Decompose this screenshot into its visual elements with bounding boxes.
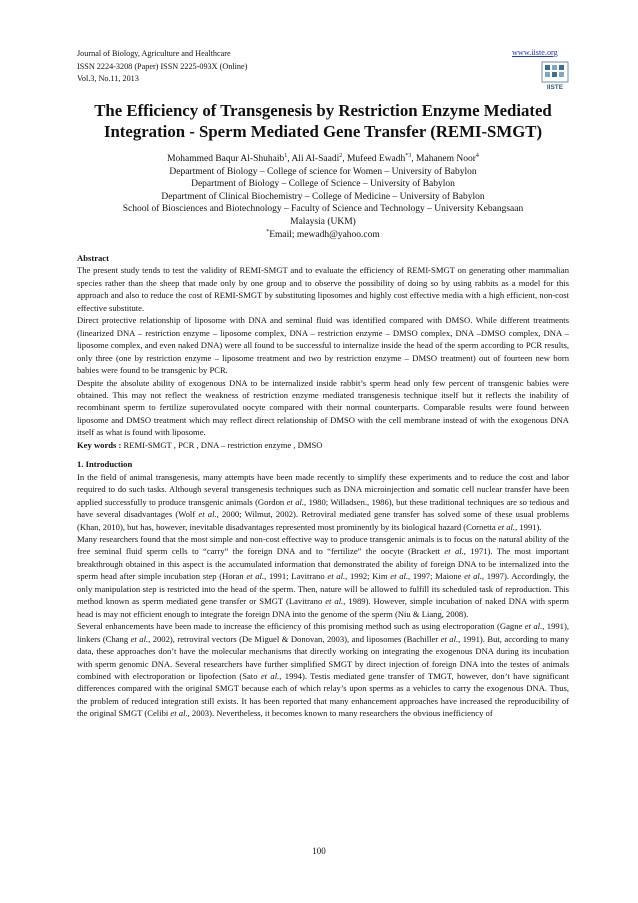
affiliation-2: Department of Biology – College of Science – University of Babylon	[191, 179, 455, 190]
journal-name: Journal of Biology, Agriculture and Healthcare	[77, 49, 231, 58]
abstract-paragraph-2: Direct protective relationship of liposome with DNA and seminal fluid was identified compared with DMSO. While different treatments (linearized DNA – restriction enzyme – liposome complex, DNA – restriction enzyme – DMSO complex, DNA –DMSO complex, DNA –liposome complex, and even naked DNA) were all found to be successful to internalize inside the head of the sperm according to PCR results, only three (one by restriction enzyme – liposome treatment and two by restriction enzyme – DMSO treatment) out of fourteen new born babies were found to be transgenic by PCR.	[77, 315, 569, 376]
affiliation-3: Department of Clinical Biochemistry – College of Medicine – University of Babylon	[161, 191, 485, 202]
affiliation-5: Malaysia (UKM)	[290, 216, 356, 227]
author-3: , Mufeed Ewadh	[342, 154, 406, 164]
intro-heading: 1. Introduction	[77, 459, 133, 470]
iiste-logo-icon	[541, 61, 569, 91]
email-sup: *	[266, 228, 270, 235]
author-4-sup: 4	[475, 152, 479, 159]
title-line-1: The Efficiency of Transgenesis by Restriction Enzyme Mediated	[94, 101, 552, 120]
author-4: , Mahanem Noor	[411, 154, 476, 164]
email-line	[77, 229, 569, 242]
paper-title	[77, 100, 569, 142]
keywords-label: Key words :	[77, 439, 122, 450]
page-number: 100	[312, 846, 326, 856]
abstract-paragraph-1: The present study tends to test the validity of REMI-SMGT and to evaluate the efficiency of REMI-SMGT on generating other mammalian species rather than the sheep that made only by one group and to observe the possibility of doing so by using rabbits as a model for this approach and also to reduce the cost of REMI-SMGT by substituting liposomes and highly cost effective media with a high efficient, non-cost effective substitute.	[77, 265, 569, 313]
journal-volume: Vol.3, No.11, 2013	[77, 74, 139, 83]
intro-paragraph-1: In the field of animal transgenesis, many attempts have been made recently to simplify these experiments and to reduce the cost and labor required to do such tasks. Although several transgenesis techniques such as DNA microinjection and somatic cell nuclear transfer have been applied successfully to produce transgenic animals (Gordon et al., 1980; Willadsen., 1986), but these traditional techniques are so tedious and have several disadvantages (Wolf et al., 2000; Wilmut, 2002). Retroviral mediated gene transfer has solved some of these usual problems (Khan, 2010), but has, however, inevitable disadvantages represented most prominently by its biological hazard (Cornetta et al., 1991).	[77, 471, 570, 532]
abstract-heading: Abstract	[77, 253, 109, 263]
paper-body	[77, 252, 569, 720]
keywords-text: REMI-SMGT , PCR , DNA – restriction enzyme , DMSO	[121, 439, 323, 450]
journal-header	[77, 48, 247, 86]
author-1-sup: 1	[284, 152, 288, 159]
keywords-line	[77, 439, 569, 451]
author-2-sup: 2	[339, 152, 343, 159]
intro-paragraph-3: Several enhancements have been made to increase the efficiency of this promising method such as using electroporation (Gagne et al., 1991), linkers (Chang et al., 2002), retroviral vectors (De Miguel & Donovan, 2003), and liposomes (Bachiller et al., 1991). But, according to many data, these approaches don’t have the molecular mechanisms that directly working on integrating the exogenous DNA during its incubation with sperm genomic DNA. Several researchers have further simplified SMGT by direct injection of foreign DNA into the testes of animals combined with electroporation or lipofection (Sato et al., 1994). Testis mediated gene transfer of TMGT, however, don’t have significant differences compared with the original SMGT because each of which relay’s upon sperms as a vehicles to carry the exogenous DNA. Thus, the problem of reduced integration still exists. It has been reported that many enhancement approaches have increased the reproducibility of the original SMGT (Celibi et al., 2003). Nevertheless, it becomes known to many researchers the obvious inefficiency of	[77, 621, 570, 719]
author-block	[77, 153, 569, 241]
author-2: , Ali Al-Saadi	[287, 154, 340, 164]
journal-url-link[interactable]: www.iiste.org	[512, 48, 558, 57]
intro-paragraph-2: Many researchers found that the most simple and non-cost effective way to produce transgenic animals is to focus on the natural ability of the free seminal fluid sperm cells to “carry” the foreign DNA and to “fertilize” the oocyte (Brackett et al., 1971). The most important breakthrough obtained in this aspect is the accumulated information that demonstrated the ability of foreign DNA to be internalized into the sperm head after simple incubation step (Horan et al., 1991; Lavitrano et al., 1992; Kim et al., 1997; Maione et al., 1997). Accordingly, the only manipulation step is restricted into the head of the sperm. Then, nature will be allowed to fulfill its scheduled task of reproduction. This method known as sperm mediated gene transfer or SMGT (Lavitrano et al., 1989). However, simple incubation of naked DNA with sperm head is may not efficient enough to integrate the foreign DNA into the genome of the sperm (Niu & Liang, 2008).	[77, 533, 569, 619]
author-1: Mohammed Baqur Al-Shuhaib	[167, 154, 285, 164]
email: Email; mewadh@yahoo.com	[269, 229, 380, 240]
title-line-2: Integration - Sperm Mediated Gene Transfer (REMI-SMGT)	[103, 122, 543, 141]
author-names	[77, 153, 569, 166]
journal-issn: ISSN 2224-3208 (Paper) ISSN 2225-093X (Online)	[77, 61, 248, 71]
affiliation-4: School of Biosciences and Biotechnology – Faculty of Science and Technology – University Kebangsaan	[122, 204, 524, 215]
author-3-sup: *3	[405, 152, 412, 159]
abstract-paragraph-3: Despite the absolute ability of exogenous DNA to be internalized inside rabbit’s sperm head only few percent of transgenic babies were obtained. This may not reflect the weakness of restriction enzyme mediated transgenesis technique itself but it reflects the inability of recombinant sperm to fertilize superovulated oocyte compared with their normal counterparts. Comparable results were found between liposome and DMSO treatment which may reflect direct relationship of DMSO with the cell membrane instead of with the exogenous DNA itself as what is found with liposome.	[77, 377, 569, 438]
svg-text:IISTE: IISTE	[546, 84, 564, 91]
affiliation-1: Department of Biology – College of science for Women – University of Babylon	[169, 166, 477, 177]
